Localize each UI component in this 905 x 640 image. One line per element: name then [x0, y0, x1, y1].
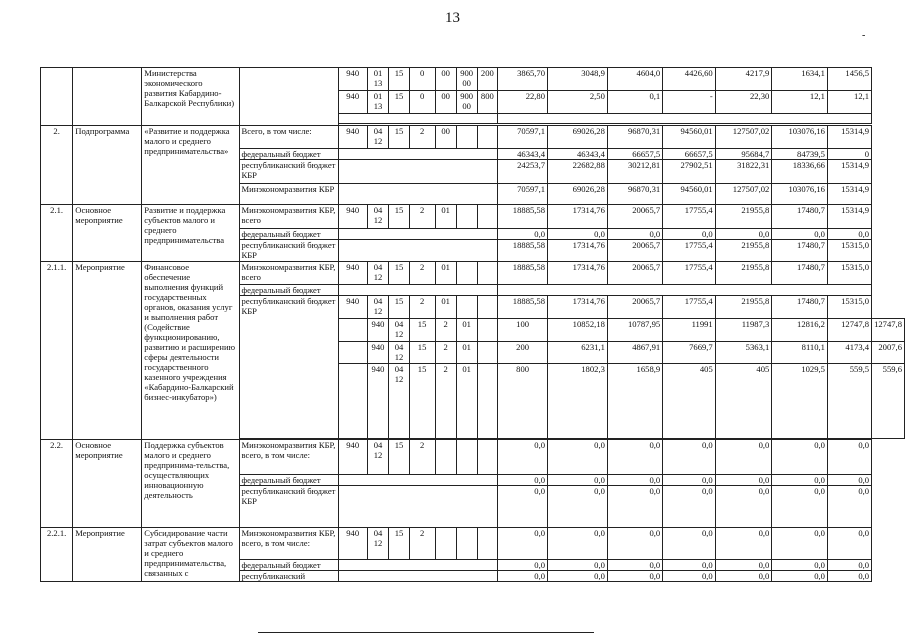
amount-cell: 0,0: [498, 486, 548, 528]
amount-cell: 0,0: [715, 475, 772, 486]
table-cell: 2: [409, 205, 435, 229]
amount-cell: 0,0: [498, 560, 548, 571]
table-cell: [338, 229, 498, 240]
table-cell: 00: [435, 126, 456, 149]
table-row: [41, 126, 905, 149]
table-cell: 800: [498, 364, 548, 439]
amount-cell: 0,0: [607, 528, 662, 560]
amount-cell: 20065,7: [607, 240, 662, 262]
amount-cell: 0,0: [772, 440, 828, 475]
table-cell: [456, 296, 477, 319]
table-cell: 200: [477, 68, 498, 91]
amount-cell: 17755,4: [663, 296, 716, 319]
amount-cell: 20065,7: [607, 296, 662, 319]
table-cell: 940: [338, 205, 367, 229]
table-cell: 940: [338, 262, 367, 285]
amount-cell: 18885,58: [498, 296, 548, 319]
amount-cell: 17755,4: [663, 205, 716, 229]
amount-cell: 1658,9: [607, 364, 662, 439]
table-cell: Минэкономразвития КБР: [239, 184, 338, 205]
table-cell: 01: [456, 342, 477, 364]
table-cell: 2.1.: [41, 205, 73, 262]
amount-cell: 0,0: [827, 560, 871, 571]
table-cell: 04 12: [367, 205, 389, 229]
table-cell: Основное мероприятие: [73, 205, 142, 262]
table-cell: 2: [435, 342, 456, 364]
table-cell: Минэкономразвития КБР, всего, в том числе:: [239, 440, 338, 475]
amount-cell: 0,0: [607, 571, 662, 582]
amount-cell: 21955,8: [715, 296, 772, 319]
table-cell: Всего, в том числе:: [239, 126, 338, 149]
amount-cell: 0,1: [607, 91, 662, 114]
amount-cell: 15314,9: [827, 160, 871, 184]
amount-cell: 0,0: [715, 440, 772, 475]
amount-cell: 30212,81: [607, 160, 662, 184]
table-cell: [435, 528, 456, 560]
amount-cell: 0,0: [715, 486, 772, 528]
amount-cell: 15314,9: [827, 184, 871, 205]
amount-cell: 17314,76: [548, 205, 608, 229]
table-cell: 04 12: [367, 262, 389, 285]
table-cell: федеральный бюджет: [239, 285, 338, 296]
amount-cell: 17755,4: [663, 262, 716, 285]
table-cell: [338, 560, 498, 571]
table-cell: [498, 114, 872, 124]
amount-cell: 405: [715, 364, 772, 439]
amount-cell: 3865,70: [498, 68, 548, 91]
amount-cell: 0,0: [663, 486, 716, 528]
amount-cell: 0,0: [827, 571, 871, 582]
table-cell: республиканский бюджет КБР: [239, 486, 338, 528]
table-cell: республиканский: [239, 571, 338, 582]
amount-cell: 2007,6: [872, 342, 905, 364]
table-cell: [73, 68, 142, 126]
amount-cell: 22,30: [715, 91, 772, 114]
table-cell: 2: [409, 440, 435, 475]
table-cell: [477, 126, 498, 149]
table-cell: 15: [409, 342, 435, 364]
table-cell: [477, 364, 498, 439]
amount-cell: 15314,9: [827, 126, 871, 149]
amount-cell: 0,0: [548, 486, 608, 528]
amount-cell: 15315,0: [827, 262, 871, 285]
amount-cell: 103076,16: [772, 184, 828, 205]
table-cell: [456, 528, 477, 560]
amount-cell: 0,0: [607, 229, 662, 240]
table-cell: [239, 68, 338, 126]
table-cell: 2: [435, 364, 456, 439]
amount-cell: 12,1: [827, 91, 871, 114]
amount-cell: 0,0: [663, 528, 716, 560]
table-cell: федеральный бюджет: [239, 560, 338, 571]
table-cell: 940: [367, 364, 389, 439]
amount-cell: 127507,02: [715, 126, 772, 149]
amount-cell: 0,0: [663, 229, 716, 240]
amount-cell: 0,0: [663, 560, 716, 571]
amount-cell: 8110,1: [772, 342, 828, 364]
amount-cell: 0,0: [548, 440, 608, 475]
table-cell: 04 12: [367, 440, 389, 475]
amount-cell: 0,0: [715, 571, 772, 582]
amount-cell: 0,0: [772, 560, 828, 571]
table-cell: 2: [409, 528, 435, 560]
amount-cell: 12747,8: [872, 319, 905, 342]
table-cell: 0: [409, 91, 435, 114]
table-cell: 01 13: [367, 91, 389, 114]
table-cell: [338, 184, 498, 205]
table-cell: 15: [389, 126, 409, 149]
amount-cell: 69026,28: [548, 184, 608, 205]
table-cell: [435, 440, 456, 475]
table-cell: 940: [338, 126, 367, 149]
amount-cell: 0,0: [607, 475, 662, 486]
table-cell: 15: [389, 528, 409, 560]
amount-cell: 0,0: [772, 528, 828, 560]
amount-cell: 15314,9: [827, 205, 871, 229]
table-cell: 00: [435, 91, 456, 114]
amount-cell: 0,0: [498, 528, 548, 560]
table-row: [41, 528, 905, 560]
table-cell: [477, 205, 498, 229]
amount-cell: 559,5: [827, 364, 871, 439]
amount-cell: 69026,28: [548, 126, 608, 149]
amount-cell: 21955,8: [715, 262, 772, 285]
amount-cell: 103076,16: [772, 126, 828, 149]
table-row: [41, 440, 905, 475]
table-cell: 100: [498, 319, 548, 342]
table-cell: 15: [389, 296, 409, 319]
table-cell: 01: [456, 364, 477, 439]
amount-cell: 0,0: [827, 229, 871, 240]
amount-cell: 0,0: [548, 528, 608, 560]
table-cell: Развитие и поддержка субъектов малого и среднего предпринимательства: [142, 205, 239, 262]
amount-cell: 66657,5: [607, 149, 662, 160]
amount-cell: 0,0: [772, 229, 828, 240]
table-cell: [477, 342, 498, 364]
table-cell: Минэкономразвития КБР, всего, в том числе:: [239, 528, 338, 560]
amount-cell: 0,0: [548, 229, 608, 240]
amount-cell: 12816,2: [772, 319, 828, 342]
table-cell: Минэкономразвития КБР, всего: [239, 262, 338, 285]
amount-cell: 95684,7: [715, 149, 772, 160]
table-cell: 04 12: [367, 296, 389, 319]
amount-cell: 12747,8: [827, 319, 871, 342]
table-cell: 2: [435, 319, 456, 342]
amount-cell: 4604,0: [607, 68, 662, 91]
table-cell: 0: [409, 68, 435, 91]
amount-cell: 1802,3: [548, 364, 608, 439]
amount-cell: 0,0: [498, 475, 548, 486]
amount-cell: 94560,01: [663, 184, 716, 205]
table-row: [41, 205, 905, 229]
table-cell: Финансовое обеспечение выполнения функций государственных органов, оказания услуг и выполнения работ (Содействие функционированию, развитию и расширению сферы деятельности государственного казенного учреждения «Кабардино-Балкарский бизнес-инкубатор»): [142, 262, 239, 440]
amount-cell: 1634,1: [772, 68, 828, 91]
amount-cell: 21955,8: [715, 240, 772, 262]
table-cell: 940: [338, 440, 367, 475]
bottom-rule: [258, 632, 594, 633]
amount-cell: 1456,5: [827, 68, 871, 91]
table-cell: 2: [409, 126, 435, 149]
table-cell: [338, 114, 498, 124]
amount-cell: 0,0: [772, 571, 828, 582]
table-cell: 940: [367, 319, 389, 342]
amount-cell: 0,0: [715, 229, 772, 240]
table-cell: 15: [389, 262, 409, 285]
amount-cell: 18885,58: [498, 240, 548, 262]
table-cell: республиканский бюджет КБР: [239, 296, 338, 439]
table-cell: Основное мероприятие: [73, 440, 142, 528]
table-cell: 04 12: [389, 342, 409, 364]
table-cell: 04 12: [389, 364, 409, 439]
amount-cell: 559,6: [872, 364, 905, 439]
table-cell: [477, 319, 498, 342]
table-cell: 2.: [41, 126, 73, 205]
table-cell: [477, 440, 498, 475]
table-cell: [338, 285, 498, 296]
amount-cell: 5363,1: [715, 342, 772, 364]
amount-cell: 0,0: [607, 440, 662, 475]
amount-cell: 0,0: [498, 571, 548, 582]
table-cell: республиканский бюджет КБР: [239, 240, 338, 262]
amount-cell: 20065,7: [607, 205, 662, 229]
amount-cell: 20065,7: [607, 262, 662, 285]
table-cell: Министерства экономического развития Кабардино-Балкарской Республики): [142, 68, 239, 126]
amount-cell: 11987,3: [715, 319, 772, 342]
amount-cell: 84739,5: [772, 149, 828, 160]
table-cell: 15: [389, 205, 409, 229]
amount-cell: 31822,31: [715, 160, 772, 184]
amount-cell: 0,0: [498, 229, 548, 240]
table-cell: 2.1.1.: [41, 262, 73, 440]
amount-cell: 0,0: [827, 528, 871, 560]
table-cell: «Развитие и поддержка малого и среднего предпринимательства»: [142, 126, 239, 205]
amount-cell: 0,0: [548, 571, 608, 582]
amount-cell: 17314,76: [548, 240, 608, 262]
table-cell: Подпрограмма: [73, 126, 142, 205]
amount-cell: 405: [663, 364, 716, 439]
amount-cell: 127507,02: [715, 184, 772, 205]
table-cell: [338, 160, 498, 184]
amount-cell: 10787,95: [607, 319, 662, 342]
table-cell: 01: [435, 205, 456, 229]
table-cell: [456, 440, 477, 475]
table-cell: 940: [338, 68, 367, 91]
amount-cell: 17480,7: [772, 296, 828, 319]
table-cell: [338, 240, 498, 262]
amount-cell: 0,0: [772, 486, 828, 528]
amount-cell: 66657,5: [663, 149, 716, 160]
amount-cell: 0,0: [498, 440, 548, 475]
table-cell: 2: [409, 262, 435, 285]
amount-cell: 0,0: [663, 571, 716, 582]
table-cell: 2: [409, 296, 435, 319]
table-cell: Поддержка субъектов малого и среднего предпринима-тельства, осуществляющих инновационную деятельность: [142, 440, 239, 528]
amount-cell: 3048,9: [548, 68, 608, 91]
amount-cell: 18336,66: [772, 160, 828, 184]
table-cell: 01: [456, 319, 477, 342]
amount-cell: 17314,76: [548, 296, 608, 319]
table-cell: 900 00: [456, 91, 477, 114]
table-cell: 15: [389, 91, 409, 114]
amount-cell: 0: [827, 149, 871, 160]
table-cell: [456, 262, 477, 285]
amount-cell: 0,0: [715, 528, 772, 560]
amount-cell: 46343,4: [498, 149, 548, 160]
table-cell: 00: [435, 68, 456, 91]
amount-cell: 15315,0: [827, 240, 871, 262]
amount-cell: 6231,1: [548, 342, 608, 364]
table-row: [41, 262, 905, 285]
amount-cell: 0,0: [663, 475, 716, 486]
amount-cell: 0,0: [548, 560, 608, 571]
table-cell: 940: [338, 528, 367, 560]
amount-cell: 4173,4: [827, 342, 871, 364]
corner-mark: -: [862, 30, 866, 41]
table-cell: 940: [367, 342, 389, 364]
table-cell: 2.2.: [41, 440, 73, 528]
table-cell: федеральный бюджет: [239, 475, 338, 486]
amount-cell: 70597,1: [498, 184, 548, 205]
table-cell: 01 13: [367, 68, 389, 91]
amount-cell: 24253,7: [498, 160, 548, 184]
table-cell: [338, 342, 367, 364]
amount-cell: -: [663, 91, 716, 114]
table-cell: 01: [435, 296, 456, 319]
table-cell: федеральный бюджет: [239, 149, 338, 160]
amount-cell: 4426,60: [663, 68, 716, 91]
amount-cell: 12,1: [772, 91, 828, 114]
amount-cell: 94560,01: [663, 126, 716, 149]
page-number: 13: [445, 10, 460, 26]
amount-cell: 27902,51: [663, 160, 716, 184]
table-cell: 15: [389, 68, 409, 91]
table-cell: [338, 319, 367, 342]
amount-cell: 0,0: [548, 475, 608, 486]
table-cell: [338, 364, 367, 439]
amount-cell: 0,0: [772, 475, 828, 486]
table-cell: [338, 475, 498, 486]
table-cell: [477, 528, 498, 560]
table-cell: 900 00: [456, 68, 477, 91]
table-cell: [498, 285, 872, 296]
table-cell: [456, 205, 477, 229]
amount-cell: 11991: [663, 319, 716, 342]
table-cell: [41, 68, 73, 126]
amount-cell: 22,80: [498, 91, 548, 114]
table-cell: 940: [338, 296, 367, 319]
table-cell: [456, 126, 477, 149]
amount-cell: 18885,58: [498, 205, 548, 229]
table-cell: Мероприятие: [73, 262, 142, 440]
table-cell: 940: [338, 91, 367, 114]
budget-table: [40, 67, 905, 582]
table-cell: 15: [409, 319, 435, 342]
amount-cell: 17480,7: [772, 262, 828, 285]
table-cell: 200: [498, 342, 548, 364]
table-cell: 2.2.1.: [41, 528, 73, 582]
table-cell: [338, 486, 498, 528]
amount-cell: 46343,4: [548, 149, 608, 160]
table-cell: республиканский бюджет КБР: [239, 160, 338, 184]
amount-cell: 21955,8: [715, 205, 772, 229]
amount-cell: 17480,7: [772, 205, 828, 229]
table-cell: федеральный бюджет: [239, 229, 338, 240]
amount-cell: 17480,7: [772, 240, 828, 262]
table-cell: 01: [435, 262, 456, 285]
table-cell: [477, 296, 498, 319]
amount-cell: 4217,9: [715, 68, 772, 91]
amount-cell: 10852,18: [548, 319, 608, 342]
amount-cell: 0,0: [827, 475, 871, 486]
table-row: [41, 68, 905, 91]
amount-cell: 0,0: [607, 486, 662, 528]
table-cell: 15: [409, 364, 435, 439]
table-cell: 04 12: [389, 319, 409, 342]
amount-cell: 22682,88: [548, 160, 608, 184]
amount-cell: 1029,5: [772, 364, 828, 439]
amount-cell: 96870,31: [607, 126, 662, 149]
table-cell: 800: [477, 91, 498, 114]
table-cell: [477, 262, 498, 285]
amount-cell: 0,0: [663, 440, 716, 475]
table-cell: [338, 149, 498, 160]
amount-cell: 17314,76: [548, 262, 608, 285]
amount-cell: 0,0: [827, 440, 871, 475]
table-cell: Субсидирование части затрат субъектов малого и среднего предпринимательства, связанных с: [142, 528, 239, 582]
amount-cell: 0,0: [827, 486, 871, 528]
amount-cell: 18885,58: [498, 262, 548, 285]
amount-cell: 70597,1: [498, 126, 548, 149]
table-cell: Мероприятие: [73, 528, 142, 582]
amount-cell: 96870,31: [607, 184, 662, 205]
amount-cell: 0,0: [607, 560, 662, 571]
amount-cell: 0,0: [715, 560, 772, 571]
table-cell: [338, 571, 498, 582]
amount-cell: 2,50: [548, 91, 608, 114]
amount-cell: 15315,0: [827, 296, 871, 319]
table-cell: 04 12: [367, 126, 389, 149]
table-cell: 04 12: [367, 528, 389, 560]
table-cell: Минэкономразвития КБР, всего: [239, 205, 338, 229]
amount-cell: 17755,4: [663, 240, 716, 262]
amount-cell: 4867,91: [607, 342, 662, 364]
table-cell: 15: [389, 440, 409, 475]
amount-cell: 7669,7: [663, 342, 716, 364]
